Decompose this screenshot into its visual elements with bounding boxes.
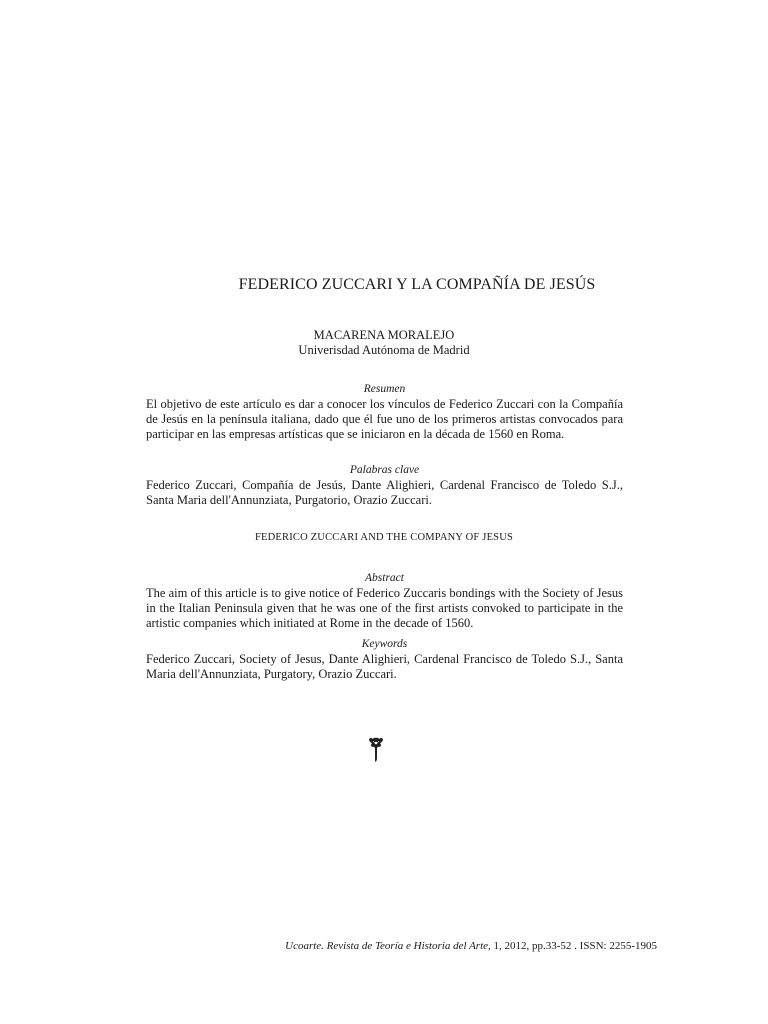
palabras-clave-text: Federico Zuccari, Compañía de Jesús, Dante Alighieri, Cardenal Francisco de Toledo S.J., Santa Maria dell'Annunziata, Purgatorio, Orazio Zuccari. [146, 478, 623, 507]
keywords-heading: Keywords [361, 638, 408, 650]
article-title: FEDERICO ZUCCARI Y LA COMPAÑÍA DE JESÚS [238, 276, 596, 293]
footer-details: 1, 2012, pp.33-52 . ISSN: 2255-1905 [490, 940, 657, 952]
author-affiliation: Univerisdad Autónoma de Madrid [298, 343, 470, 357]
keywords-text: Federico Zuccari, Society of Jesus, Dante Alighieri, Cardenal Francisco de Toledo S.J., Santa Maria dell'Annunziata, Purgatory, Orazio Zuccari. [146, 652, 623, 681]
resumen-text: El objetivo de este artículo es dar a conocer los vínculos de Federico Zuccari con la Compañía de Jesús en la península italiana, dado que él fue uno de los primeros artistas convocados para participar en las empresas artísticas que se iniciaron en la década de 1560 en Roma. [146, 397, 623, 441]
footer-citation [0, 940, 657, 952]
english-title: FEDERICO ZUCCARI AND THE COMPANY OF JESUS [254, 532, 514, 543]
abstract-section [146, 571, 623, 631]
footer-journal: Ucoarte. Revista de Teoría e Historia del Arte, [285, 940, 491, 952]
resumen-section [146, 382, 623, 442]
author-block [0, 328, 768, 358]
palabras-clave-heading: Palabras clave [349, 464, 420, 476]
abstract-heading: Abstract [365, 572, 404, 584]
abstract-text: The aim of this article is to give notice of Federico Zuccaris bondings with the Society of Jesus in the Italian Peninsula given that he was one of the first artists convoked to participate in the artistic companies which initiated at Rome in the decade of 1560. [146, 586, 623, 630]
resumen-heading: Resumen [363, 383, 406, 395]
author-name: MACARENA MORALEJO [313, 328, 455, 342]
keywords-section [146, 637, 623, 682]
fleuron-ornament-icon [368, 737, 384, 763]
palabras-clave-section [146, 463, 623, 508]
